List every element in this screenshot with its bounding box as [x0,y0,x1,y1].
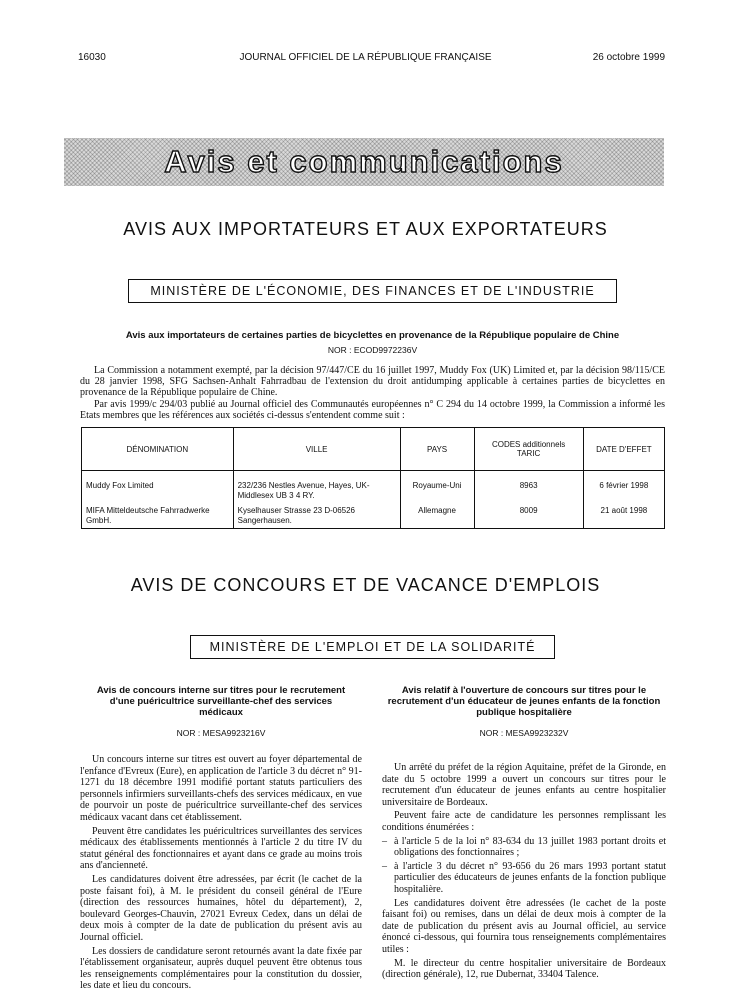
issue-date: 26 octobre 1999 [592,52,665,63]
nor-reference: NOR : ECOD9972236V [327,345,418,355]
paragraph: M. le directeur du centre hospitalier universitaire de Bordeaux (direction générale), 12, rue Dubernat, 33404 Talence. [382,957,666,981]
table-header-row [82,428,665,471]
table-cell: 8963 [474,471,583,504]
paragraph: Un arrêté du préfet de la région Aquitaine, préfet de la Gironde, en date du 5 octobre 1999 a ouvert un concours sur titres pour le recrutement d'un éducateur de jeunes enfants au centre hospitalier universitaire de Bordeaux. [382,762,666,808]
table-cell: 6 février 1998 [599,481,649,490]
list-item: – à l'article 5 de la loi n° 83-634 du 13 juillet 1983 portant droits et obligations des fonctionnaires ; [382,836,666,859]
list-item: – à l'article 3 du décret n° 93-656 du 26 mars 1993 portant statut particulier des éducateurs de jeunes enfants de la fonction publique hospitalière. [382,861,666,896]
column-header: CODES additionnels TARIC [474,428,583,471]
column-header: DATE D'EFFET [583,428,664,471]
table-cell: Kyselhauser Strasse 23 D-06526 Sangerhausen. [233,504,400,529]
avis-title-educateur: Avis relatif à l'ouverture de concours sur titres pour le recrutement d'un éducateur de jeunes enfants de la fonction publique hospitalière [387,685,661,718]
table-cell: 21 août 1998 [600,505,648,515]
paragraph: Les dossiers de candidature seront retournés avant la date fixée par l'établissement organisateur, auprès duquel peuvent être obtenus tous les renseignements complémentaires pour la constitution du dossier, les date et lieu du concours. [80,945,362,992]
paragraph: Un concours interne sur titres est ouvert au foyer départemental de l'enfance d'Evreux (Eure), en application de l'article 3 du décret n° 91-1271 du 18 décembre 1991 modifié portant statuts particuliers des personnels infirmiers surveillants-chefs des services médicaux, en vue de pourvoir un poste de puéricultrice surveillante-chef des services médicaux vacant dans cet établissement. [80,754,362,823]
table-row [82,471,665,504]
ministry-box-emploi: MINISTÈRE DE L'EMPLOI ET DE LA SOLIDARITÉ [190,635,555,659]
left-column-text [80,754,362,992]
journal-title: JOURNAL OFFICIEL DE LA RÉPUBLIQUE FRANÇAISE [239,52,492,63]
section-title-concours: AVIS DE CONCOURS ET DE VACANCE D'EMPLOIS [130,575,601,595]
nor-reference: NOR : MESA9923232V [479,728,569,738]
avis-title-bicyclettes: Avis aux importateurs de certaines parties de bicyclettes en provenance de la République populaire de Chine [125,330,620,341]
paragraph: Par avis 1999/c 294/03 publié au Journal officiel des Communautés européennes n° C 294 du 14 octobre 1999, la Commission a informé les Etats membres que les références aux sociétés ci-dessus s'entendent comme suit : [80,399,665,421]
table-cell: Allemagne [400,504,474,529]
avis-title-puericultrice: Avis de concours interne sur titres pour le recrutement d'une puéricultrice surveillante-chef des services médicaux [96,685,346,718]
table-cell: Muddy Fox Limited [82,471,234,504]
table-cell: Royaume-Uni [400,471,474,504]
section-title-importateurs: AVIS AUX IMPORTATEURS ET AUX EXPORTATEURS [123,219,608,239]
nor-reference: NOR : MESA9923216V [176,728,266,738]
paragraph: Les candidatures doivent être adressées (le cachet de la poste faisant foi) ou remises, dans un délai de deux mois à compter de la date de publication du présent avis au Journal officiel, au service énoncé ci-dessous, qui fournira tous renseignements complémentaires utiles : [382,897,666,955]
right-column-text [382,762,666,981]
paragraph: La Commission a notamment exempté, par la décision 97/447/CE du 16 juillet 1997, Muddy Fox (UK) Limited et, par la décision 98/115/CE du 28 janvier 1998, SFG Sachsen-Anhalt Fahrradbau de l'extension du droit antidumping applicable à certaines parties de bicyclettes en provenance de la République populaire de Chine. [80,365,665,398]
paragraph: Peuvent faire acte de candidature les personnes remplissant les conditions énumérées : [382,810,666,833]
ministry-box-economie: MINISTÈRE DE L'ÉCONOMIE, DES FINANCES ET DE L'INDUSTRIE [128,279,617,303]
left-column [80,685,362,994]
taric-table [81,427,665,529]
table-row [82,504,665,529]
table-cell: 232/236 Nestles Avenue, Hayes, UK-Middlesex UB 3 4 RY. [233,471,400,504]
column-header: DÉNOMINATION [82,428,234,471]
section-banner [64,138,664,186]
paragraph: Peuvent être candidates les puéricultrices surveillantes des services médicaux des établissements mentionnés à l'article 2 du titre IV du statut général des fonctionnaires et ayant dans ce grade au moins trois ans d'ancienneté. [80,825,362,872]
banner-title: Avis et communications [164,144,564,179]
paragraph: Les candidatures doivent être adressées, par écrit (le cachet de la poste faisant foi), à M. le président du conseil général de l'Eure (direction des ressources humaines, hôtel du département), 2, boulevard Georges-Chauvin, 27021 Evreux Cedex, dans un délai de deux mois à compter de la date de publication du présent avis au Journal officiel. [80,873,362,943]
table-cell: 8009 [474,504,583,529]
right-column [382,685,666,983]
table-cell: MIFA Mitteldeutsche Fahrradwerke GmbH. [82,504,234,529]
page-number: 16030 [78,52,106,63]
column-header: PAYS [400,428,474,471]
column-header: VILLE [233,428,400,471]
